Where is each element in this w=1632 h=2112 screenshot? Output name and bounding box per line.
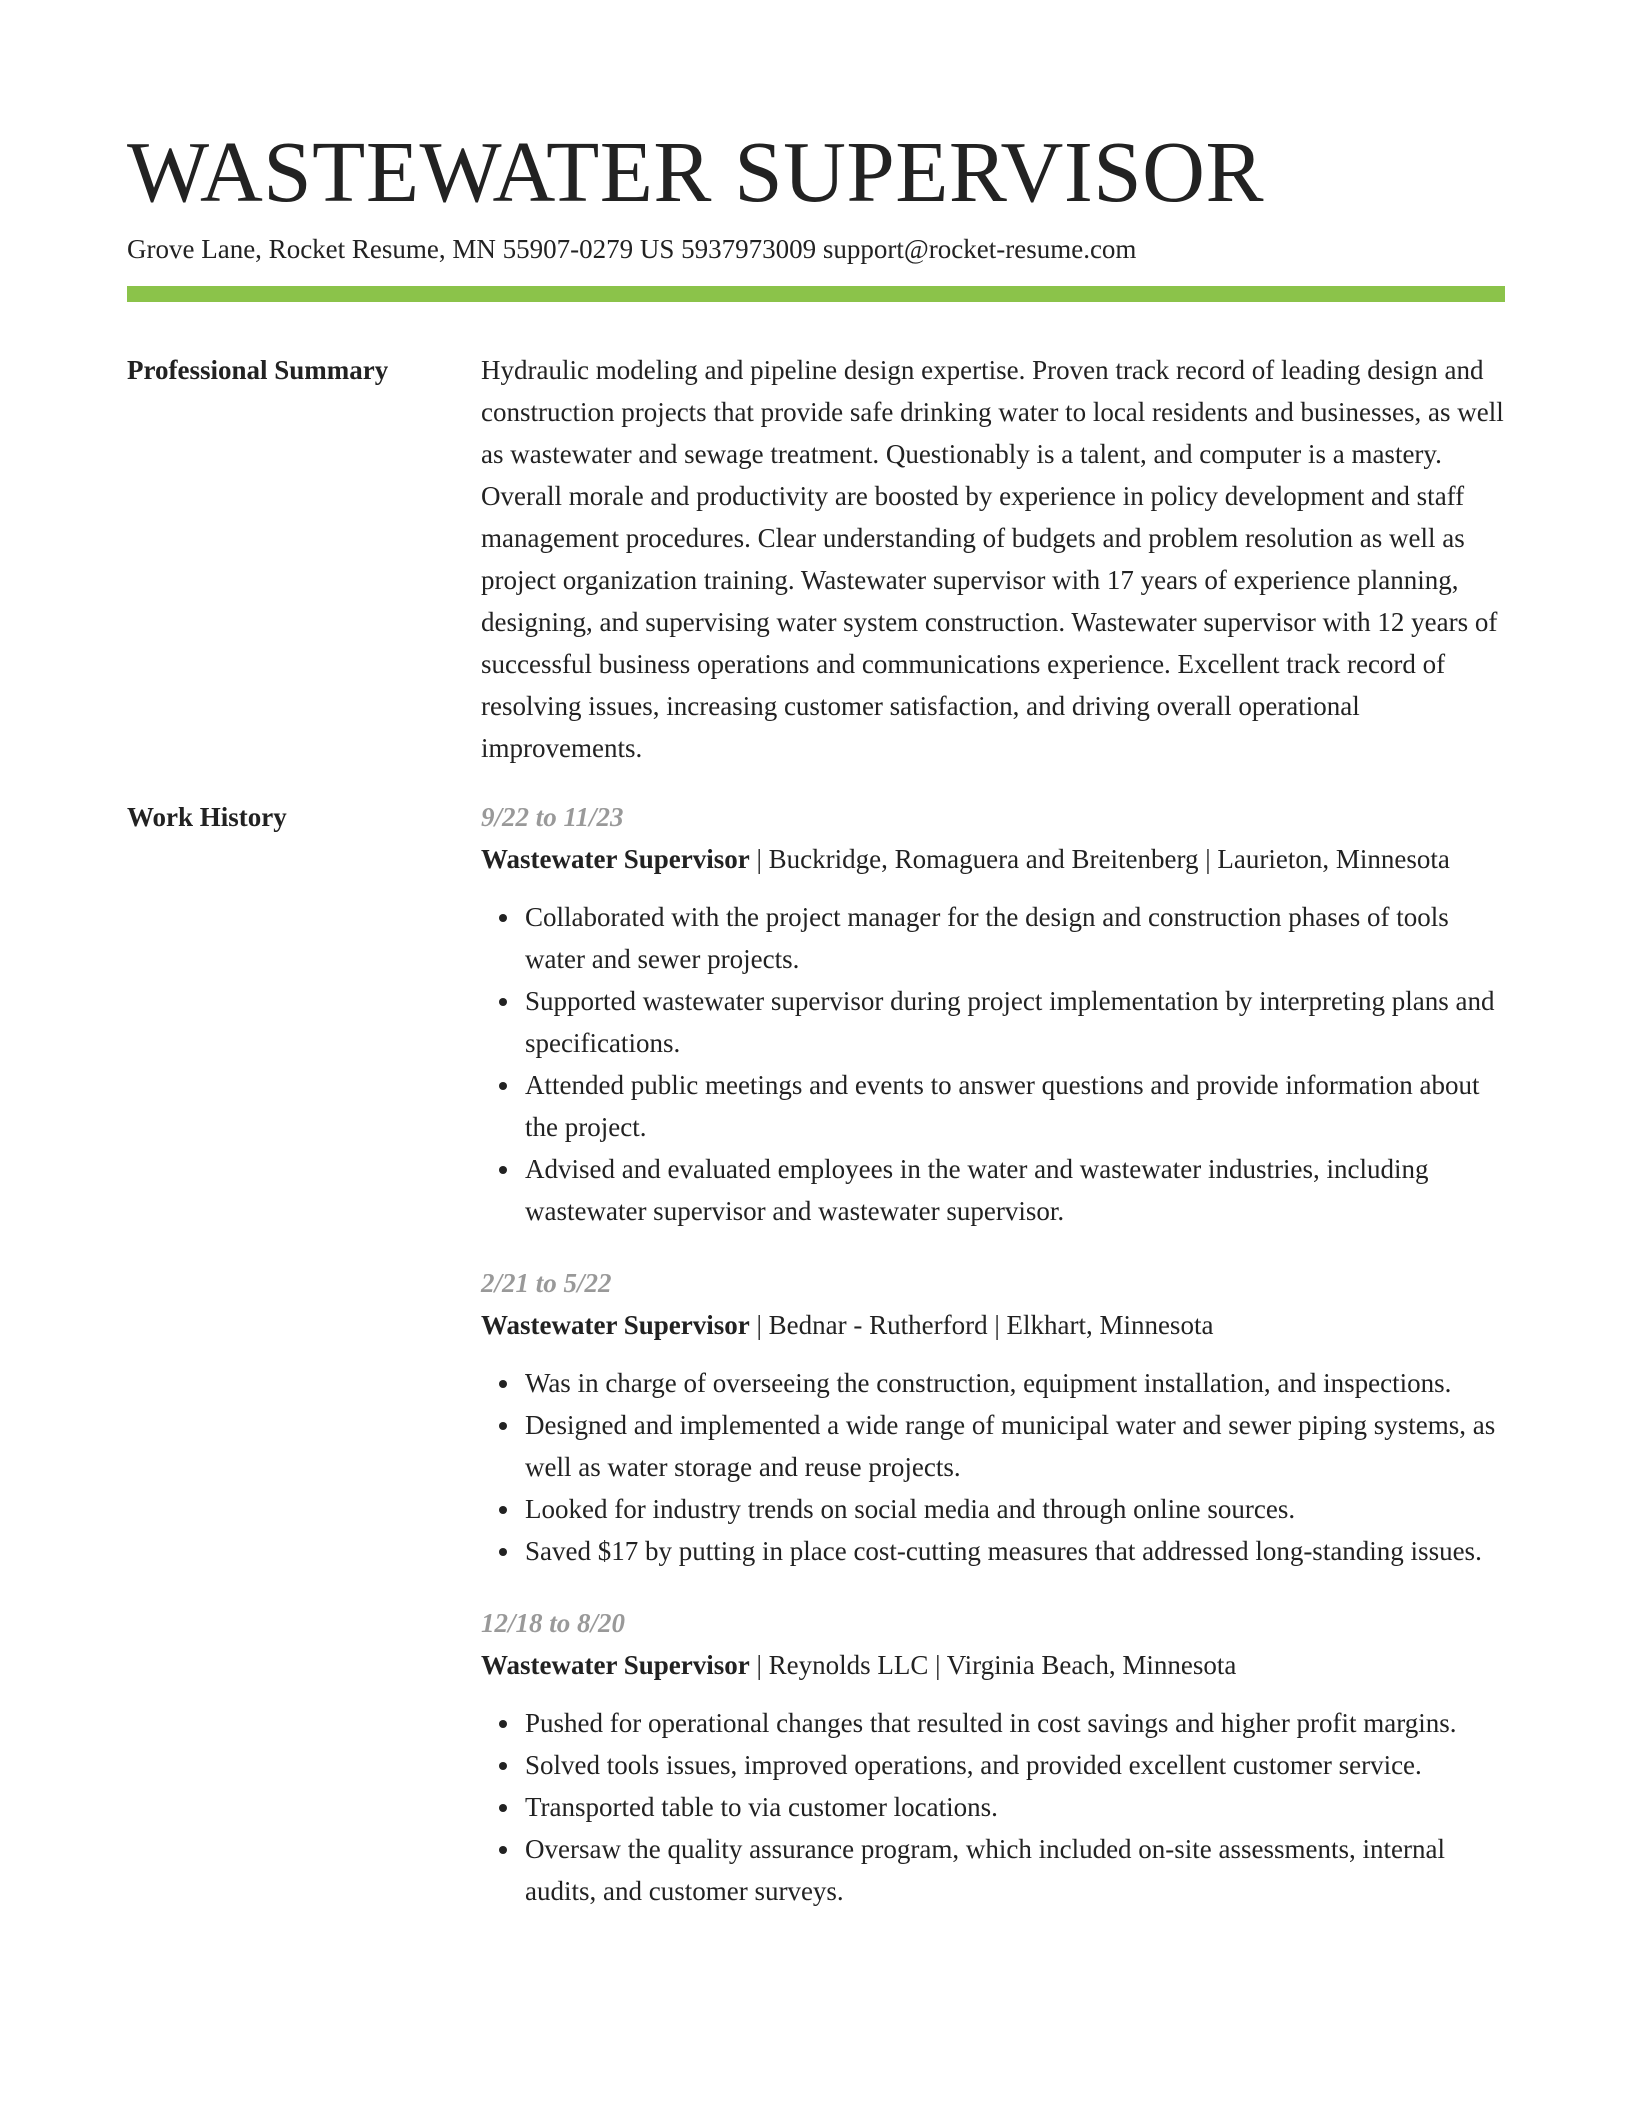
job-bullet: Attended public meetings and events to answer questions and provide information about the project. xyxy=(525,1064,1511,1148)
job-title-line xyxy=(481,1304,1511,1346)
contact-line: Grove Lane, Rocket Resume, MN 55907-0279 US 5937973009 support@rocket-resume.com xyxy=(127,234,1137,264)
job-bullet: Supported wastewater supervisor during project implementation by interpreting plans and specifications. xyxy=(525,980,1511,1064)
summary-body xyxy=(481,349,1511,769)
job-bullet: Oversaw the quality assurance program, which included on-site assessments, internal audits, and customer surveys. xyxy=(525,1828,1511,1912)
job-entry xyxy=(481,1602,1511,1912)
job-bullet: Solved tools issues, improved operations, and provided excellent customer service. xyxy=(525,1744,1511,1786)
job-bullet: Saved $17 by putting in place cost-cutting measures that addressed long-standing issues. xyxy=(525,1530,1511,1572)
job-bullet: Collaborated with the project manager for the design and construction phases of tools water and sewer projects. xyxy=(525,896,1511,980)
job-bullet: Was in charge of overseeing the construction, equipment installation, and inspections. xyxy=(525,1362,1511,1404)
job-details: | Reynolds LLC | Virginia Beach, Minnesota xyxy=(749,1650,1237,1680)
job-bullet: Looked for industry trends on social media and through online sources. xyxy=(525,1488,1511,1530)
job-title: Wastewater Supervisor xyxy=(481,844,750,874)
job-dates: 12/18 to 8/20 xyxy=(481,1608,626,1638)
job-title-line xyxy=(481,1644,1511,1686)
job-title: Wastewater Supervisor xyxy=(481,1650,750,1680)
job-bullet: Pushed for operational changes that resulted in cost savings and higher profit margins. xyxy=(525,1702,1511,1744)
job-details: | Bednar - Rutherford | Elkhart, Minnesota xyxy=(749,1310,1214,1340)
section-label-professional-summary: Professional Summary xyxy=(127,355,389,385)
job-title-line xyxy=(481,838,1511,880)
job-bullet-list xyxy=(481,1362,1511,1572)
job-title: Wastewater Supervisor xyxy=(481,1310,750,1340)
resume-title: WASTEWATER SUPERVISOR xyxy=(127,123,1265,220)
job-bullet-list xyxy=(481,896,1511,1232)
job-dates: 9/22 to 11/23 xyxy=(481,802,624,832)
work-history-body xyxy=(481,796,1511,1942)
accent-divider xyxy=(127,286,1505,302)
section-label-work-history: Work History xyxy=(127,802,287,832)
summary-text: Hydraulic modeling and pipeline design expertise. Proven track record of leading design and construction projects that provide safe drinking water to local residents and businesses, as well as wastewater and sewage treatment. Questionably is a talent, and computer is a mastery. Overall morale and productivity are boosted by experience in policy development and staff management procedures. Clear understanding of budgets and problem resolution as well as project organization training. Wastewater supervisor with 17 years of experience planning, designing, and supervising water system construction. Wastewater supervisor with 12 years of successful business operations and communications experience. Excellent track record of resolving issues, increasing customer satisfaction, and driving overall operational improvements. xyxy=(481,355,1504,763)
job-dates: 2/21 to 5/22 xyxy=(481,1268,612,1298)
job-bullet-list xyxy=(481,1702,1511,1912)
job-entry xyxy=(481,1262,1511,1572)
job-entry xyxy=(481,796,1511,1232)
job-bullet: Advised and evaluated employees in the water and wastewater industries, including wastewater supervisor and wastewater supervisor. xyxy=(525,1148,1511,1232)
job-details: | Buckridge, Romaguera and Breitenberg | Laurieton, Minnesota xyxy=(749,844,1450,874)
job-bullet: Designed and implemented a wide range of municipal water and sewer piping systems, as well as water storage and reuse projects. xyxy=(525,1404,1511,1488)
job-bullet: Transported table to via customer locations. xyxy=(525,1786,1511,1828)
